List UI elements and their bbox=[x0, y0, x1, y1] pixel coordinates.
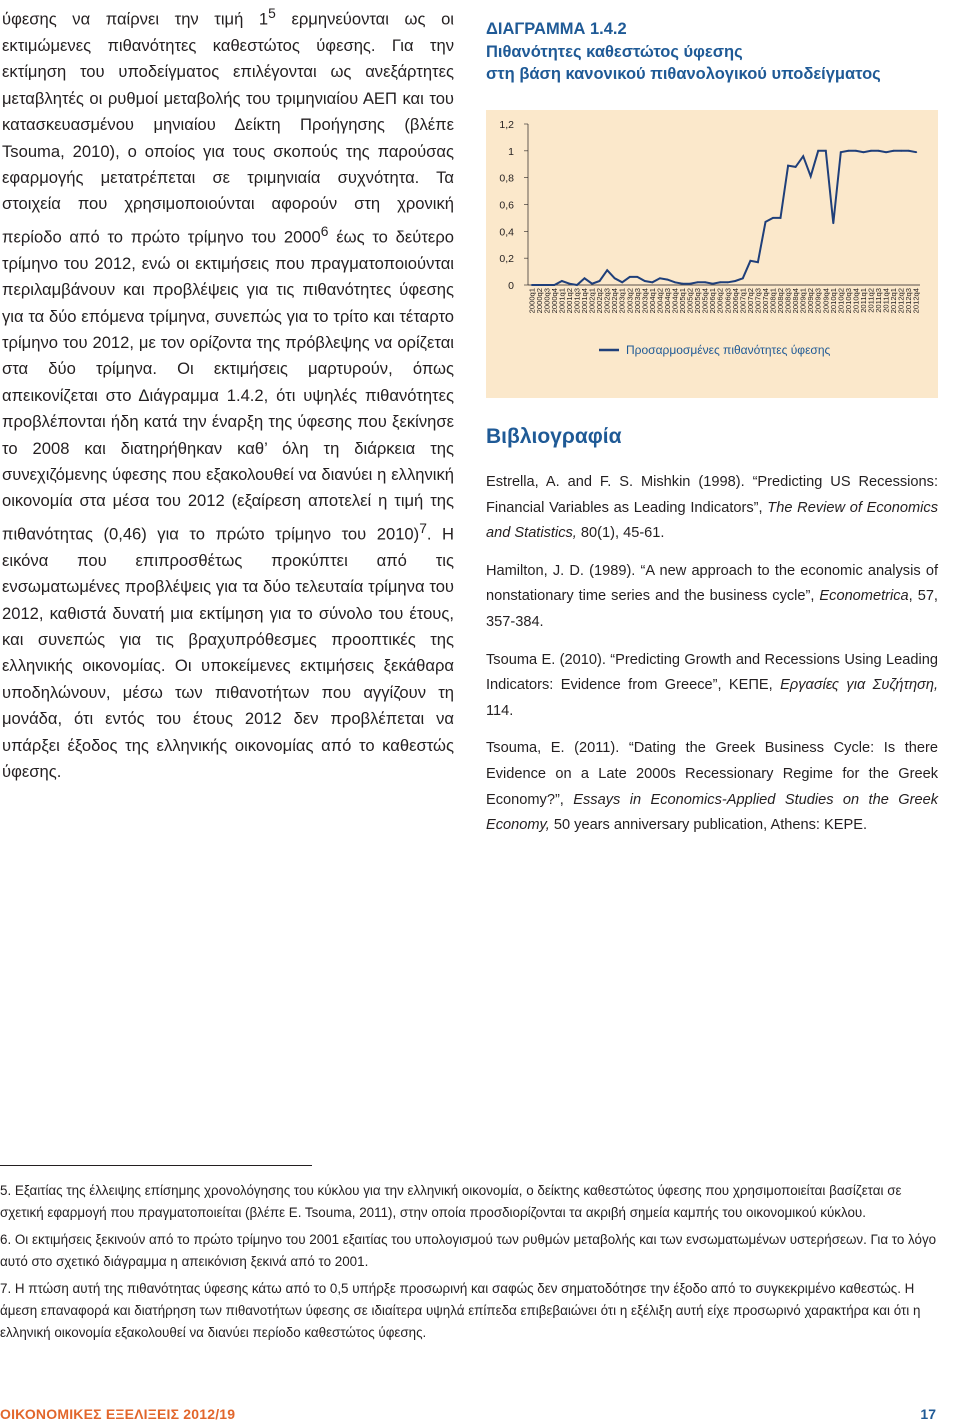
data-point bbox=[749, 260, 751, 262]
data-point bbox=[757, 261, 759, 263]
bib-text: Hamilton, J. D. (1989). “A new approach to the economic analysis of nonstationary time series and the business cycle”, bbox=[486, 562, 938, 605]
x-tick-label: 2003q2 bbox=[625, 288, 635, 314]
body-paragraph bbox=[2, 0, 454, 785]
bib-text: Estrella, A. and F. S. Mishkin (1998). “Predicting US Recessions: Financial Variables as Leading Indicators”, bbox=[486, 474, 938, 516]
data-point bbox=[667, 279, 669, 281]
x-tick-label: 2010q2 bbox=[836, 288, 846, 314]
x-tick-label: 2004q3 bbox=[662, 288, 672, 314]
data-point bbox=[863, 151, 865, 153]
data-point bbox=[840, 151, 842, 153]
data-point bbox=[810, 175, 812, 177]
footnotes bbox=[0, 1180, 940, 1349]
x-tick-label: 2002q2 bbox=[595, 288, 605, 314]
data-point bbox=[538, 284, 540, 286]
footnote-ref-7[interactable]: 7 bbox=[419, 519, 427, 536]
bib-text: 114. bbox=[486, 702, 514, 719]
x-tick-label: 2002q1 bbox=[587, 288, 597, 314]
data-point bbox=[727, 281, 729, 283]
data-point bbox=[847, 150, 849, 152]
bib-source: Essays in Economics-Applied Studies on the Greek Economy, bbox=[486, 791, 939, 834]
data-point bbox=[870, 150, 872, 152]
footnote-5: 5. Εξαιτίας της έλλειψης επίσημης χρονολόγησης του κύκλου για την ελληνική οικονομία, ο δείκτης καθεστώτος ύφεσης που χρησιμοποιείται βασίζεται σε σχετική εφαρμογή που πραγματοποιείται (βλέπε E. Tsouma, 2011), στην οποία προσδιορίζονται τα ακριβή σημεία καμπής του οικονομικού κύκλου. bbox=[0, 1183, 902, 1220]
body-text-column bbox=[2, 0, 454, 785]
x-tick-label: 2010q3 bbox=[843, 288, 853, 314]
x-tick-label: 2006q2 bbox=[715, 288, 725, 314]
data-point bbox=[651, 281, 653, 283]
figure-title bbox=[486, 41, 881, 85]
footnote-6: 6. Οι εκτιμήσεις ξεκινούν από το πρώτο τρίμηνο του 2001 εξαιτίας του υπολογισμού των ρυθμών μεταβολής και των ενσωματωμένων υστερήσεων. Για το λόγο αυτό στο σχετικό διάγραμμα η απεικόνιση ξεκινά από το 2001. bbox=[0, 1232, 937, 1269]
footnote-ref-6[interactable]: 6 bbox=[320, 222, 329, 239]
x-tick-label: 2011q2 bbox=[866, 288, 876, 313]
data-point bbox=[569, 283, 571, 285]
bibliography-entry-tsouma-2010 bbox=[486, 648, 938, 725]
bib-source: The Review of Economics and Statistics, bbox=[486, 499, 938, 542]
y-tick-label: 0,2 bbox=[499, 253, 514, 266]
data-point bbox=[704, 281, 706, 283]
bib-text: 50 years anniversary publication, Athens: KEPE. bbox=[549, 817, 867, 834]
data-point bbox=[772, 217, 774, 219]
x-tick-label: 2000q3 bbox=[542, 288, 552, 314]
data-point bbox=[591, 283, 593, 285]
bibliography-heading: Βιβλιογραφία bbox=[486, 425, 622, 448]
x-tick-label: 2005q2 bbox=[685, 288, 695, 314]
x-tick-label: 2009q1 bbox=[798, 288, 808, 314]
body-text-part: ύφεσης να παίρνει την τιμή 1 bbox=[2, 9, 269, 29]
y-tick-label: 0,6 bbox=[499, 199, 514, 212]
x-tick-label: 2003q1 bbox=[617, 288, 627, 314]
bibliography-entry-hamilton bbox=[486, 559, 938, 636]
journal-title: ΟΙΚΟΝΟΜΙΚΕΣ ΕΞΕΛΙΞΕΙΣ 2012/19 bbox=[0, 1406, 236, 1422]
chart-panel bbox=[486, 110, 938, 398]
data-point bbox=[636, 276, 638, 278]
data-point bbox=[682, 283, 684, 285]
data-point bbox=[795, 166, 797, 168]
x-tick-label: 2012q3 bbox=[904, 288, 914, 314]
x-tick-label: 2007q2 bbox=[745, 288, 755, 314]
x-tick-label: 2009q2 bbox=[806, 288, 816, 314]
x-tick-label: 2001q2 bbox=[564, 288, 574, 314]
y-axis bbox=[499, 119, 528, 292]
data-point bbox=[546, 284, 548, 286]
x-tick-label: 2009q3 bbox=[813, 288, 823, 314]
x-tick-label: 2000q2 bbox=[534, 288, 544, 314]
x-tick-label: 2004q2 bbox=[655, 288, 665, 314]
data-point bbox=[621, 281, 623, 283]
bib-text: Tsouma, E. (2011). “Dating the Greek Business Cycle: Is there Evidence on a Late 2000s Recessionary Regime for the Greek Economy?”, bbox=[486, 740, 938, 808]
x-tick-label: 2001q4 bbox=[580, 288, 590, 314]
y-tick-label: 0 bbox=[508, 280, 514, 292]
data-point bbox=[900, 150, 902, 152]
x-tick-label: 2008q2 bbox=[776, 288, 786, 314]
series-line bbox=[532, 151, 916, 285]
x-tick-label: 2006q1 bbox=[708, 288, 718, 314]
data-point bbox=[553, 284, 555, 286]
x-tick-label: 2010q1 bbox=[828, 288, 838, 314]
x-tick-label: 2009q4 bbox=[821, 288, 831, 314]
x-tick-label: 2003q4 bbox=[640, 288, 650, 314]
x-tick-label: 2001q1 bbox=[557, 288, 567, 314]
body-text-part: . Η εικόνα που επιπροσθέτως προκύπτει από τις ενσωματωμένες προβλέψεις για τα δύο τελευταία τρίμηνα του 2012, καθιστά δυνατή μια εκτίμηση για το σύνολο του έτους, και συνεπώς για τις βραχυπρόθεσμες προοπτικές της ελληνικής οικονομίας. Οι υποκείμενες εκτιμήσεις ξεκάθαρα υποδηλώνουν, μέσω των πιθανοτήτων που αγγίζουν τη μονάδα, ότι εντός του έτους 2012 δεν προβλέπεται να υπάρξει έξοδος της ελληνικής οικονομίας από το καθεστώς ύφεσης. bbox=[2, 524, 454, 781]
data-point bbox=[878, 150, 880, 152]
figure-label: ΔΙΑΓΡΑΜΜΑ 1.4.2 bbox=[486, 20, 627, 38]
body-text-part: ερμηνεύονται ως οι εκτιμώμενες πιθανότητες καθεστώτος ύφεσης. Για την εκτίμηση του υποδείγματος επιλέγονται ως ανεξάρτητες μεταβλητές οι ρυθμοί μεταβολής του τριμηνιαίου ΑΕΠ και του κατασκευασμένου μηνιαίου Δείκτη Προήγησης (βλέπε Tsouma, 2010), ο οποίος για τους σκοπούς της παρούσας εφαρμογής μετατρέπεται σε τριμηνιαία συχνότητα. Τα στοιχεία που χρησιμοποιούνται αφορούν στη χρονική περίοδο από το πρώτο τρίμηνο του 2000 bbox=[2, 9, 454, 247]
data-point bbox=[697, 281, 699, 283]
data-point bbox=[780, 217, 782, 219]
x-tick-label: 2008q1 bbox=[768, 288, 778, 314]
data-point bbox=[825, 150, 827, 152]
data-point bbox=[885, 151, 887, 153]
x-tick-label: 2002q3 bbox=[602, 288, 612, 314]
x-tick-label: 2011q3 bbox=[874, 288, 884, 313]
x-tick-label: 2005q3 bbox=[693, 288, 703, 314]
y-tick-label: 1 bbox=[508, 145, 514, 158]
x-tick-label: 2001q3 bbox=[572, 288, 582, 314]
figure-title-line-1: Πιθανότητες καθεστώτος ύφεσης bbox=[486, 43, 743, 61]
data-point bbox=[787, 165, 789, 167]
bib-source: Εργασίες για Συζήτηση, bbox=[780, 677, 938, 694]
bib-text: 80(1), 45-61. bbox=[576, 525, 665, 542]
figure-title-line-2: στη βάση κανονικού πιθανολογικού υποδείγματος bbox=[486, 65, 881, 83]
x-tick-label: 2010q4 bbox=[851, 288, 861, 314]
legend bbox=[599, 343, 831, 357]
data-point bbox=[629, 276, 631, 278]
x-tick-label: 2005q4 bbox=[700, 288, 710, 314]
x-tick-label: 2007q3 bbox=[753, 288, 763, 314]
data-point bbox=[659, 277, 661, 279]
data-point bbox=[531, 284, 533, 286]
x-tick-label: 2007q4 bbox=[760, 288, 770, 314]
data-point bbox=[908, 150, 910, 152]
data-point bbox=[614, 277, 616, 279]
data-point bbox=[734, 280, 736, 282]
legend-label: Προσαρμοσμένες πιθανότητες ύφεσης bbox=[626, 343, 831, 357]
data-point bbox=[855, 150, 857, 152]
x-tick-label: 2004q1 bbox=[647, 288, 657, 314]
bib-source: Econometrica bbox=[819, 588, 909, 605]
x-tick-label: 2006q3 bbox=[723, 288, 733, 314]
data-point bbox=[893, 150, 895, 152]
x-tick-label: 2008q3 bbox=[783, 288, 793, 314]
data-point bbox=[644, 280, 646, 282]
x-tick-label: 2011q4 bbox=[881, 288, 891, 313]
data-point bbox=[802, 155, 804, 157]
x-axis bbox=[527, 285, 920, 313]
x-tick-label: 2006q4 bbox=[730, 288, 740, 314]
bib-text: , 57, 357-384. bbox=[486, 588, 938, 630]
x-tick-label: 2000q1 bbox=[527, 288, 537, 314]
bibliography-list bbox=[486, 470, 938, 851]
x-tick-label: 2011q1 bbox=[858, 288, 868, 313]
data-point bbox=[674, 281, 676, 283]
footnote-divider bbox=[0, 1165, 312, 1166]
data-point bbox=[584, 277, 586, 279]
bibliography-entry-estrella bbox=[486, 470, 938, 547]
bibliography-entry-tsouma-2011 bbox=[486, 736, 938, 838]
footnote-7: 7. Η πτώση αυτή της πιθανότητας ύφεσης κάτω από το 0,5 υπήρξε προσωρινή και σαφώς δεν σηματοδότησε την έξοδο από το συγκεκριμένο καθεστώς. Η άμεση επαναφορά και διατήρηση των πιθανοτήτων ύφεσης σε ιδιαίτερα υψηλά επίπεδα επιβεβαιώνει ότι η εξέλιξη αυτή είχε προσωρινό χαρακτήρα και ότι η ελληνική οικονομία εξακολουθεί να διανύει περίοδο καθεστώτος ύφεσης. bbox=[0, 1281, 921, 1340]
data-point bbox=[719, 281, 721, 283]
data-point bbox=[832, 222, 834, 224]
x-tick-label: 2005q1 bbox=[678, 288, 688, 314]
bib-text: Tsouma E. (2010). “Predicting Growth and Recessions Using Leading Indicators: Evidence from Greece”, ΚΕΠΕ, bbox=[486, 651, 938, 694]
footnote-ref-5[interactable]: 5 bbox=[268, 5, 276, 21]
data-point bbox=[712, 283, 714, 285]
x-tick-label: 2000q4 bbox=[549, 288, 559, 314]
x-tick-label: 2012q2 bbox=[896, 288, 906, 314]
data-point bbox=[606, 269, 608, 271]
y-tick-label: 1,2 bbox=[499, 119, 514, 131]
recession-probability-chart bbox=[486, 110, 938, 398]
x-tick-label: 2012q1 bbox=[889, 288, 899, 314]
data-point bbox=[742, 277, 744, 279]
x-tick-label: 2002q4 bbox=[610, 288, 620, 314]
x-tick-label: 2004q4 bbox=[670, 288, 680, 314]
x-tick-label: 2003q3 bbox=[632, 288, 642, 314]
data-point bbox=[561, 280, 563, 282]
x-tick-label: 2007q1 bbox=[738, 288, 748, 314]
data-point bbox=[817, 150, 819, 152]
body-text-part: έως το δεύτερο τρίμηνο του 2012, ενώ οι εκτιμήσεις που πραγματοποιούνται περιλαμβάνουν και προβλέψεις για τις πιθανότητες ύφεσης για τα δύο επόμενα τρίμηνα, συνεπώς για το τρίτο και τέταρτο τρίμηνο του 2012, με τον ορίζοντα της πρόβλεψης να ορίζεται στα δύο τρίμηνα. Οι εκτιμήσεις μαρτυρούν, όπως απεικονίζεται στο Διάγραμμα 1.4.2, ότι υψηλές πιθανότητες προβλέπονται ήδη κατά την έναρξη της ύφεσης που ξεκίνησε το 2008 και διατηρήθηκαν καθ’ όλη τη διάρκεια της συνεχιζόμενης ύφεσης που εξακολουθεί να διανύει η ελληνική οικονομία στα μέσα του 2012 (εξαίρεση αποτελεί η τιμή της πιθανότητας (0,46) για το πρώτο τρίμηνο του 2010) bbox=[2, 227, 454, 544]
x-tick-label: 2012q4 bbox=[911, 288, 921, 314]
y-tick-label: 0,4 bbox=[499, 226, 514, 239]
x-tick-label: 2008q4 bbox=[791, 288, 801, 314]
data-point bbox=[576, 284, 578, 286]
page-number: 17 bbox=[920, 1406, 936, 1422]
series-group bbox=[531, 150, 917, 286]
data-point bbox=[599, 280, 601, 282]
y-tick-label: 0,8 bbox=[499, 172, 514, 185]
data-point bbox=[689, 283, 691, 285]
data-point bbox=[765, 221, 767, 223]
data-point bbox=[915, 151, 917, 153]
